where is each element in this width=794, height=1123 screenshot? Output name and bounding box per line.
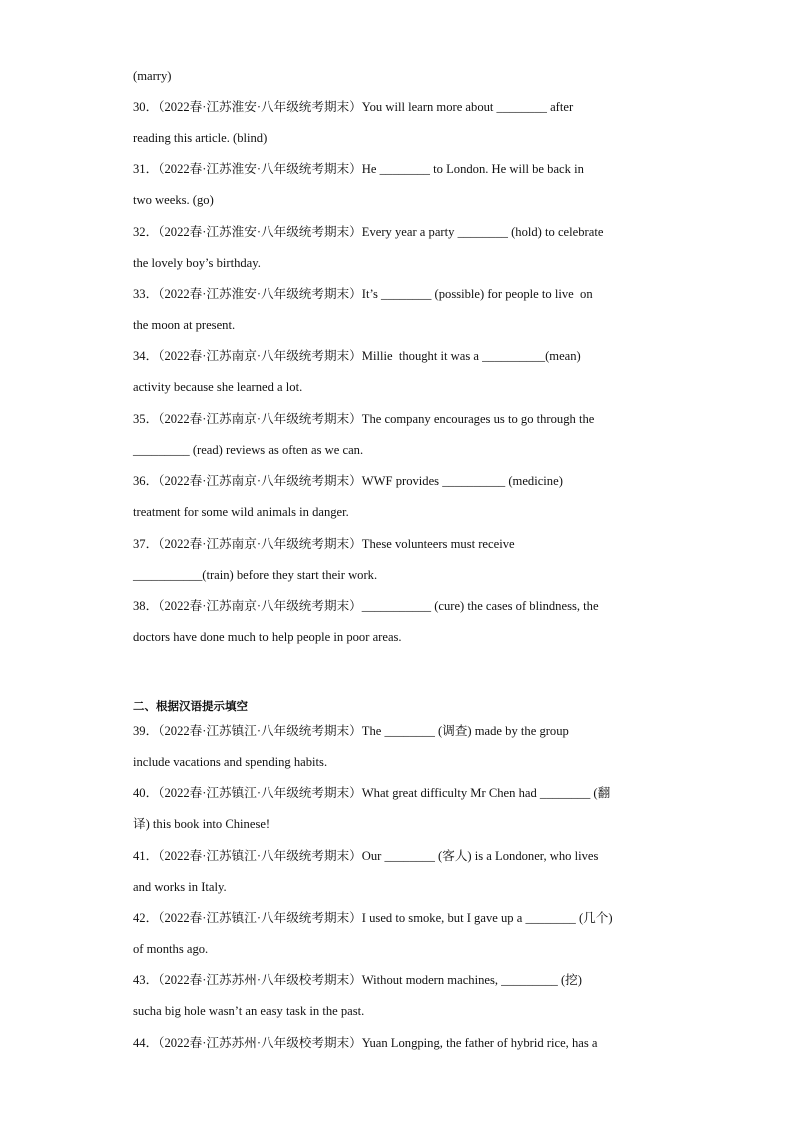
question-continuation: sucha big hole wasn’t an easy task in the past. [133, 1004, 365, 1018]
question-line: 42．（2022春·江苏镇江·八年级统考期末）I used to smoke, but I gave up a ________ (几个) [133, 911, 613, 925]
question-line: 44．（2022春·江苏苏州·八年级校考期末）Yuan Longping, the father of hybrid rice, has a [133, 1036, 598, 1050]
question-line: 30．（2022春·江苏淮安·八年级统考期末）You will learn more about ________ after [133, 100, 574, 114]
question-line: 41．（2022春·江苏镇江·八年级统考期末）Our ________ (客人) is a Londoner, who lives [133, 849, 599, 863]
question-line: 33．（2022春·江苏淮安·八年级统考期末）It’s ________ (possible) for people to live on [133, 287, 593, 301]
question-continuation: the moon at present. [133, 318, 236, 332]
question-line: 38．（2022春·江苏南京·八年级统考期末）___________ (cure) the cases of blindness, the [133, 599, 599, 613]
question-line: 40．（2022春·江苏镇江·八年级统考期末）What great difficulty Mr Chen had ________ (翻 [133, 786, 611, 800]
question-continuation: of months ago. [133, 942, 209, 956]
question-continuation: 译) this book into Chinese! [133, 817, 271, 831]
question-line: 35．（2022春·江苏南京·八年级统考期末）The company encourages us to go through the [133, 412, 595, 426]
question-line: 34．（2022春·江苏南京·八年级统考期末）Millie thought it was a __________(mean) [133, 349, 581, 363]
question-continuation: (marry) [133, 69, 172, 83]
question-line: 37．（2022春·江苏南京·八年级统考期末）These volunteers must receive [133, 537, 515, 551]
question-line: 31．（2022春·江苏淮安·八年级统考期末）He ________ to London. He will be back in [133, 162, 584, 176]
question-continuation: treatment for some wild animals in danger. [133, 505, 349, 519]
question-continuation: doctors have done much to help people in poor areas. [133, 630, 402, 644]
question-continuation: include vacations and spending habits. [133, 755, 328, 769]
section-heading: 二、根据汉语提示填空 [133, 699, 248, 713]
question-continuation: and works in Italy. [133, 880, 227, 894]
question-line: 36．（2022春·江苏南京·八年级统考期末）WWF provides __________ (medicine) [133, 474, 563, 488]
question-line: 32．（2022春·江苏淮安·八年级统考期末）Every year a party ________ (hold) to celebrate [133, 225, 604, 239]
question-line: 39．（2022春·江苏镇江·八年级统考期末）The ________ (调查) made by the group [133, 724, 569, 738]
question-continuation: reading this article. (blind) [133, 131, 268, 145]
question-continuation: two weeks. (go) [133, 193, 214, 207]
question-continuation: activity because she learned a lot. [133, 380, 303, 394]
question-continuation: the lovely boy’s birthday. [133, 256, 261, 270]
question-continuation: _________ (read) reviews as often as we can. [133, 443, 364, 457]
question-line: 43．（2022春·江苏苏州·八年级校考期末）Without modern machines, _________ (挖) [133, 973, 582, 987]
question-continuation: ___________(train) before they start their work. [133, 568, 378, 582]
